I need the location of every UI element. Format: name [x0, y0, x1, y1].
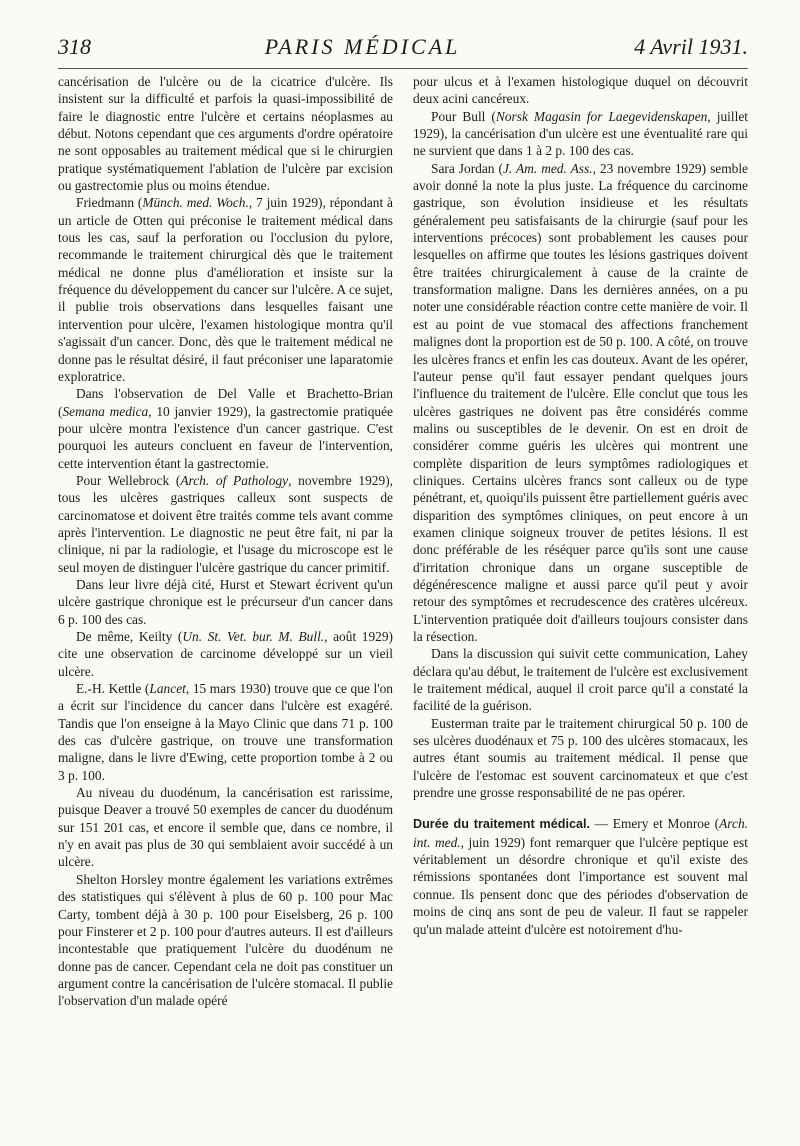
journal-title: PARIS MÉDICAL	[264, 34, 461, 59]
page-number: 318	[58, 34, 91, 59]
paragraph: E.-H. Kettle (Lancet, 15 mars 1930) trouve que ce que l'on a écrit sur l'incidence du cancer dans l'ulcère est exagéré. Tandis que l'on enseigne à la Mayo Clinic que dans 71 p. 100 des cas d'ulcère gastrique, on trouve une transformation maligne, dans le livre d'Ewing, cette proportion tombe à 2 ou 3 p. 100.	[58, 681, 393, 783]
citation: J. Am. med. Ass.	[502, 160, 593, 176]
left-column	[58, 73, 393, 1010]
citation: Un. St. Vet. bur. M. Bull.	[182, 629, 325, 644]
paragraph: pour ulcus et à l'examen histologique duquel on découvrit deux acini cancéreux.	[413, 74, 748, 107]
citation: Arch. of Pathology	[180, 472, 289, 488]
citation: Norsk Magasin for Laegevidenskapen	[495, 108, 708, 124]
paragraph: Pour Wellebrock (Arch. of Pathology, novembre 1929), tous les ulcères gastriques calleux sont suspects de carcinomatose et doivent être traités comme tels avant comme après l'intervention. Le diagnostic ne peut être fait, ni par la clinique, ni par la radiologie, et l'usage du microscope est le seul moyen de distinguer l'ulcère gastrique du cancer primitif.	[58, 472, 393, 575]
citation: Münch. med. Woch.	[142, 195, 249, 211]
section-paragraph: Durée du traitement médical. — Emery et Monroe (Arch. int. med., juin 1929) font remarquer que l'ulcère peptique est véritablement un désordre chronique et qu'il existe des rémissions spontanées dont l'importance est souvent mal connue. Ils pensent donc que des périodes d'observation de moins de cinq ans sont de peu de valeur. Il faut se rappeler qu'un malade atteint d'ulcère est notoirement d'hu-	[413, 816, 748, 937]
paragraph: Eusterman traite par le traitement chirurgical 50 p. 100 de ses ulcères duodénaux et 75 p. 100 des ulcères stomacaux, les autres étant soumis au traitement médical. Il pense que l'ulcère de l'estomac est souvent carcinomateux et que c'est prendre une grosse responsabilité de ne pas opérer.	[413, 715, 748, 801]
issue-date: 4 Avril 1931.	[634, 34, 748, 59]
section-heading: Durée du traitement médical.	[413, 817, 590, 832]
paragraph: Dans l'observation de Del Valle et Brachetto-Brian (Semana medica, 10 janvier 1929), la gastrectomie pratiquée pour ulcère montra l'existence d'un cancer gastrique. C'est pourquoi les auteurs concluent en faveur de l'intervention, cette intervention étant la gastrectomie.	[58, 386, 393, 471]
paragraph: Shelton Horsley montre également les variations extrêmes des statistiques qui s'élèvent à plus de 60 p. 100 pour Mac Carty, tombent déjà à 30 p. 100 pour Eiselsberg, 26 p. 100 pour Finsterer et 2 p. 100 pour d'autres auteurs. Il est d'ailleurs incontestable que pratiquement l'ulcère du duodénum ne donne pas de cancer. Cependant cela ne doit pas constituer un argument contre la cancérisation de l'ulcère stomacal. Il publie l'observation d'un malade opéré	[58, 871, 393, 1009]
citation: Arch. int. med.	[413, 816, 748, 850]
paragraph: De même, Keilty (Un. St. Vet. bur. M. Bull., août 1929) cite une observation de carcinome développé sur un vieil ulcère.	[58, 629, 393, 679]
paragraph: Au niveau du duodénum, la cancérisation est rarissime, puisque Deaver a trouvé 50 exemples de cancer du duodénum sur 151 201 cas, et encore il semble que, dans ce nombre, il n'y en avait pas plus de 30 qui semblaient avoir succédé à un ulcère.	[58, 785, 393, 870]
paragraph: Friedmann (Münch. med. Woch., 7 juin 1929), répondant à un article de Otten qui préconise le traitement médical dans tous les cas, sauf la perforation ou l'occlusion du pylore, recommande le traitement chirurgical dès que le traitement médical ne donne plus d'amélioration et insiste sur la fréquence du développement du cancer sur l'ulcère. A ce sujet, il publie trois observations dans lesquelles faisant une intervention pour ulcère, l'examen histologique montra qu'il s'agissait d'un cancer. Donc, dès que le traitement médical ne donne pas le résultat désiré, il faut préconiser une laparatomie exploratrice.	[58, 195, 394, 384]
columns	[58, 73, 748, 1010]
paragraph: cancérisation de l'ulcère ou de la cicatrice d'ulcère. Ils insistent sur la difficulté et parfois la quasi-impossibilité de faire le diagnostic entre l'ulcère et certains néoplasmes au début. Notons cependant que ces arguments d'ordre opératoire ne sont opposables au traitement médical que si le chirurgien pratique systématiquement l'ablation de l'ulcère par excision ou gastrectomie plus ou moins étendue.	[58, 74, 393, 194]
paragraph: Pour Bull (Norsk Magasin for Laegevidenskapen, juillet 1929), la cancérisation d'un ulcère est une éventualité rare qui ne survient que dans 1 à 2 p. 100 des cas.	[413, 108, 748, 159]
paragraph: Dans la discussion qui suivit cette communication, Lahey déclara qu'au début, le traitement de l'ulcère est exclusivement le traitement médical, auquel il croit parce qu'il a constaté la facilité de la guérison.	[413, 646, 748, 714]
paragraph: Sara Jordan (J. Am. med. Ass., 23 novembre 1929) semble avoir donné la note la plus juste. La fréquence du carcinome gastrique, son évolution insidieuse et les résultats généralement peu satisfaisants de la chirurgie (sauf pour les interventions précoces) sont probablement les causes pour lesquelles on affirme que toutes les lésions gastriques doivent être traitées chirurgicalement à cause de la crainte de transformation maligne. Dans les dernières années, on a pu noter une considérable réaction contre cette manière de voir. Il est au point de vue stomacal des affections franchement malignes dont la proportion est de 50 p. 100. A côté, on trouve les ulcères francs et enfin les cas douteux. Avant de les opérer, l'auteur pense qu'il faut essayer pendant quelques jours l'influence du traitement de l'ulcère. Elle conclut que tous les ulcères gastriques ne doivent pas être considérés comme malins ou susceptibles de le devenir. On est en droit de considérer comme guéris les ulcères qui montrent une complète disparition de leurs symptômes radiologiques et cliniques. Certains ulcères francs sont calleux ou de type pénétrant, et, quoiqu'ils puissent être partiellement guéris avec disparition des symptômes cliniques, on peut encore à un examen clinique soigneux trouver de petites lésions. Il est donc préférable de les réséquer parce qu'ils sont une cause d'irritation chronique dans un organe susceptible de dégénérescence maligne et aussi parce qu'il peut y avoir retour des symptômes et recrudescence des cratères ulcéreux. L'intervention pratiquée doit d'ailleurs toujours consister dans la résection.	[413, 160, 749, 644]
paragraph: Dans leur livre déjà cité, Hurst et Stewart écrivent qu'un ulcère gastrique chronique est le précurseur d'un cancer dans 6 p. 100 des cas.	[58, 576, 393, 627]
citation: Lancet	[149, 681, 186, 697]
right-column	[413, 73, 748, 1010]
citation: Semana medica	[62, 403, 149, 419]
running-header	[58, 34, 748, 69]
